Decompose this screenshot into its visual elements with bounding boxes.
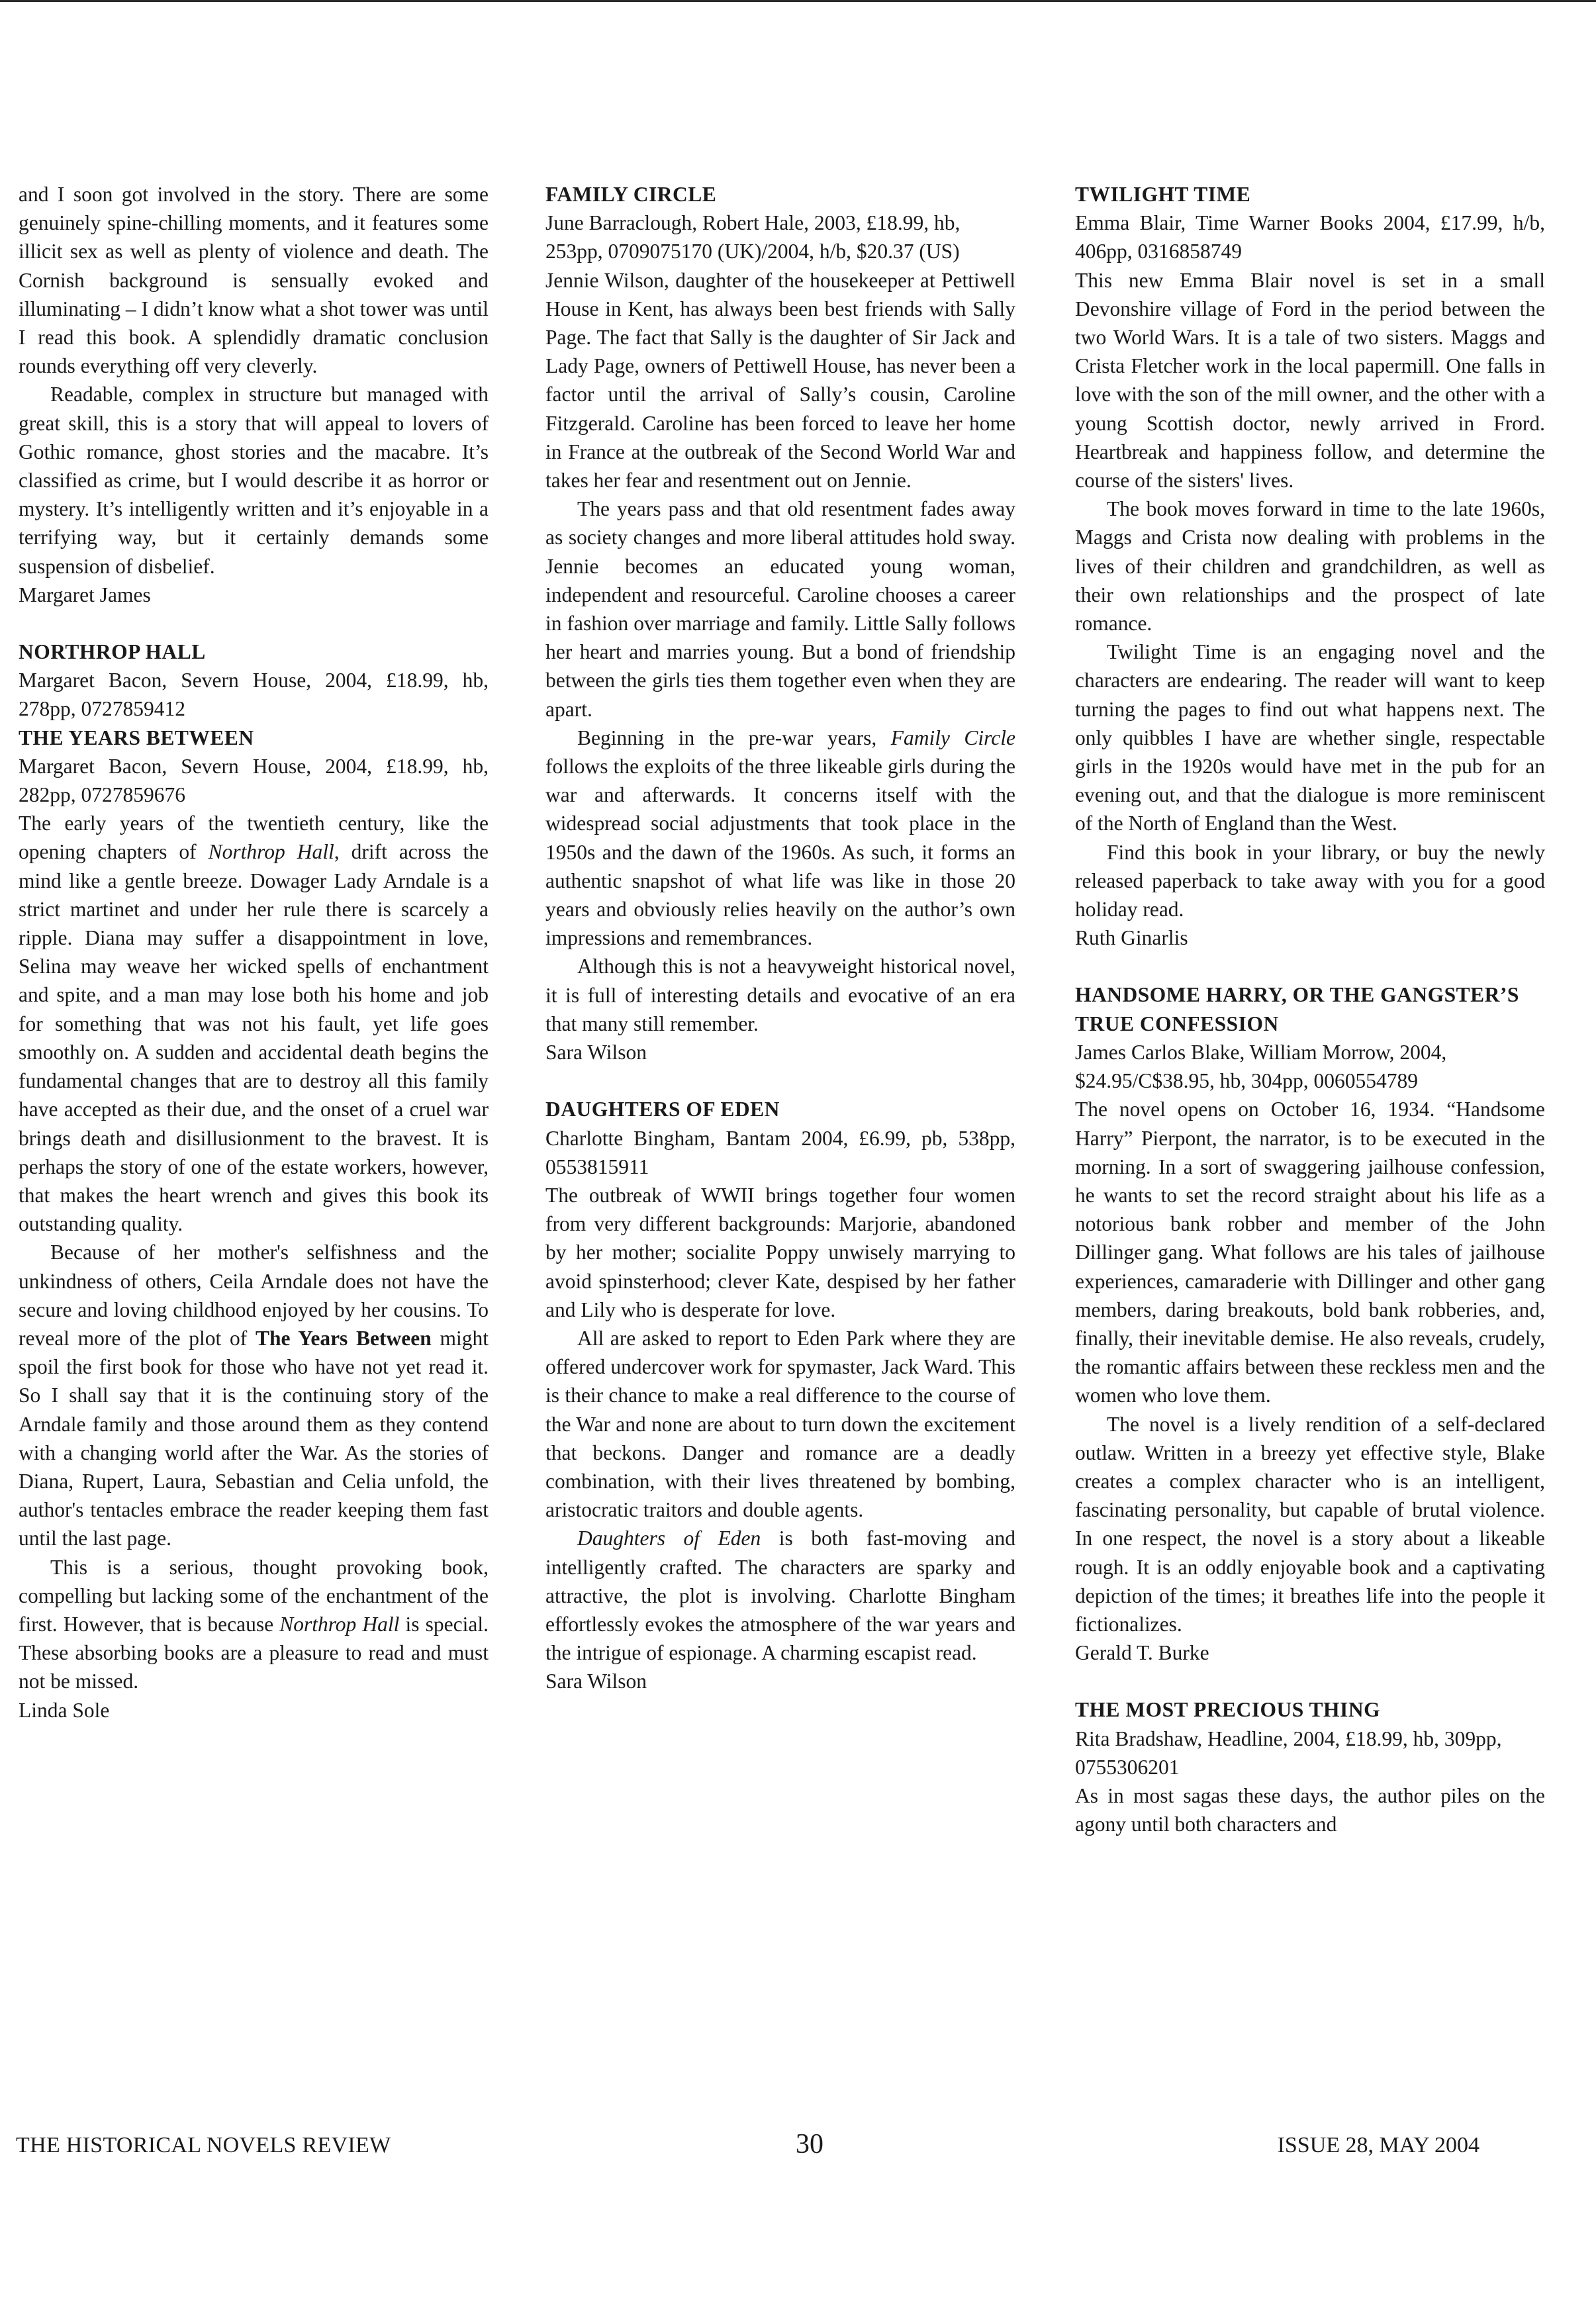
- column-2: [545, 180, 1015, 1696]
- review-paragraph: Because of her mother's selfishness and the unkindness of others, Ceila Arndale does not have the secure and loving childhood enjoyed by her cousins. To reveal more of the plot of The Years Between might spoil the first book for those who have not yet read it. So I shall say that it is the continuing story of the Arndale family and those around them as they contend with a changing world after the War. As the stories of Diana, Rupert, Laura, Sebastian and Celia unfold, the author's tentacles embrace the reader keeping them fast until the last page.: [19, 1241, 489, 1550]
- review-paragraph: The early years of the twentieth century, like the opening chapters of Northrop Hall, drift across the mind like a gentle breeze. Dowager Lady Arndale is a strict martinet and under her rule there is scarcely a ripple. Diana may suffer a disappointment in love, Selina may weave her wicked spells of enchantment and spite, and a man may lose both his home and job for something that was not his fault, yet life goes smoothly on. A sudden and accidental death begins the fundamental changes that are to destroy all this family have accepted as their due, and the onset of a cruel war brings death and disillusionment to the bravest. It is perhaps the story of one of the estate workers, however, that makes the heart wrench and gives this book its outstanding quality.: [19, 812, 489, 1236]
- review-paragraph: Twilight Time is an engaging novel and the characters are endearing. The reader will want to keep turning the pages to find out what happens next. The only quibbles I have are whether single, respectable girls in the 1920s would have met in the pub for an evening out, and that the dialogue is more reminiscent of the North of England than the West.: [1075, 640, 1545, 835]
- review-paragraph: Although this is not a heavyweight historical novel, it is full of interesting details and evocative of an era that many still remember.: [545, 955, 1015, 1035]
- book-details: James Carlos Blake, William Morrow, 2004, $24.95/C$38.95, hb, 304pp, 0060554789: [1075, 1040, 1447, 1093]
- reviewer-name: Linda Sole: [19, 1698, 110, 1722]
- review-paragraph: Jennie Wilson, daughter of the housekeeper at Pettiwell House in Kent, has always been best friends with Sally Page. The fact that Sally is the daughter of Sir Jack and Lady Page, owners of Pettiwell House, has never been a factor until the arrival of Sally’s cousin, Caroline Fitzgerald. Caroline has been forced to leave her home in France at the outbreak of the Second World War and takes her fear and resentment out on Jennie.: [545, 268, 1015, 493]
- book-details: Emma Blair, Time Warner Books 2004, £17.99, h/b, 406pp, 0316858749: [1075, 211, 1545, 263]
- reviewer-name: Sara Wilson: [545, 1670, 647, 1693]
- column-3: [1075, 180, 1545, 1838]
- footer-issue: ISSUE 28, MAY 2004: [1277, 2133, 1479, 2157]
- book-details: June Barraclough, Robert Hale, 2003, £18.99, hb, 253pp, 0709075170 (UK)/2004, h/b, $20.37 (US): [545, 211, 961, 263]
- review-paragraph: and I soon got involved in the story. There are some genuinely spine-chilling moments, and it features some illicit sex as well as plenty of violence and death. The Cornish background is sensually evoked and illuminating – I didn’t know what a shot tower was until I read this book. A splendidly dramatic conclusion rounds everything off very cleverly.: [19, 183, 489, 378]
- top-rule: [0, 0, 1596, 2]
- review-paragraph: Daughters of Eden is both fast-moving and intelligently crafted. The characters are sparky and attractive, the plot is involving. Charlotte Bingham effortlessly evokes the atmosphere of the war years and the intrigue of espionage. A charming escapist read.: [545, 1527, 1015, 1665]
- review-paragraph: The novel opens on October 16, 1934. “Handsome Harry” Pierpont, the narrator, is to be executed in the morning. In a sort of swaggering jailhouse confession, he wants to set the record straight about his life as a notorious bank robber and member of the John Dillinger gang. What follows are his tales of jailhouse experiences, camaraderie with Dillinger and other gang members, daring breakouts, bold bank robberies, and, finally, their inevitable demise. He also reveals, crudely, the romantic affairs between these reckless men and the women who love them.: [1075, 1098, 1545, 1407]
- book-details: Margaret Bacon, Severn House, 2004, £18.99, hb, 278pp, 0727859412: [19, 669, 489, 721]
- book-details: Charlotte Bingham, Bantam 2004, £6.99, pb, 538pp, 0553815911: [545, 1126, 1015, 1178]
- reviewer-name: Sara Wilson: [545, 1041, 647, 1064]
- book-title: THE MOST PRECIOUS THING: [1075, 1698, 1381, 1722]
- book-title-italic: Northrop Hall: [279, 1612, 400, 1636]
- review-paragraph: The novel is a lively rendition of a self-declared outlaw. Written in a breezy yet effective style, Blake creates a complex character who is an intelligent, fascinating personality, but capable of brutal violence. In one respect, the novel is a story about a likeable rough. It is an oddly enjoyable book and a captivating depiction of the times; it breathes life into the people it fictionalizes.: [1075, 1412, 1545, 1636]
- book-title: TWILIGHT TIME: [1075, 183, 1251, 206]
- book-details: Rita Bradshaw, Headline, 2004, £18.99, hb, 309pp, 0755306201: [1075, 1726, 1502, 1779]
- review-paragraph: Readable, complex in structure but managed with great skill, this is a story that will appeal to lovers of Gothic romance, ghost stories and the macabre. It’s classified as crime, but I would describe it as horror or mystery. It’s intelligently written and it’s enjoyable in a terrifying way, but it certainly demands some suspension of disbelief.: [19, 383, 489, 578]
- book-title-italic: Family Circle: [890, 726, 1015, 749]
- review-paragraph: All are asked to report to Eden Park where they are offered undercover work for spymaster, Jack Ward. This is their chance to make a real difference to the course of the War and none are about to turn down the excitement that beckons. Danger and romance are a deadly combination, with their lives threatened by bombing, aristocratic traitors and double agents.: [545, 1326, 1015, 1522]
- review-paragraph: This is a serious, thought provoking book, compelling but lacking some of the enchantment of the first. However, that is because Northrop Hall is special. These absorbing books are a pleasure to read and must not be missed.: [19, 1555, 489, 1693]
- review-paragraph: The years pass and that old resentment fades away as society changes and more liberal attitudes hold sway. Jennie becomes an educated young woman, independent and resourceful. Caroline chooses a career in fashion over marriage and family. Little Sally follows her heart and marries young. But a bond of friendship between the girls ties them together even when they are apart.: [545, 497, 1015, 721]
- book-title-bold: The Years Between: [256, 1326, 432, 1350]
- review-paragraph: The book moves forward in time to the late 1960s, Maggs and Crista now dealing with problems in the lives of their children and grandchildren, as well as their own relationships and the prospect of late romance.: [1075, 497, 1545, 636]
- book-details: Margaret Bacon, Severn House, 2004, £18.99, hb, 282pp, 0727859676: [19, 754, 489, 807]
- review-paragraph: As in most sagas these days, the author piles on the agony until both characters and: [1075, 1783, 1545, 1836]
- book-title: FAMILY CIRCLE: [545, 183, 717, 206]
- reviewer-name: Margaret James: [19, 583, 151, 606]
- reviewer-name: Gerald T. Burke: [1075, 1641, 1209, 1665]
- book-title-italic: Northrop Hall: [208, 840, 334, 864]
- book-title: THE YEARS BETWEEN: [19, 726, 254, 749]
- review-paragraph: Find this book in your library, or buy the newly released paperback to take away with you for a good holiday read.: [1075, 840, 1545, 921]
- book-title: NORTHROP HALL: [19, 640, 206, 664]
- review-paragraph: This new Emma Blair novel is set in a small Devonshire village of Ford in the period between the two World Wars. It is a tale of two sisters. Maggs and Crista Fletcher work in the local papermill. One falls in love with the son of the mill owner, and the other with a young Scottish doctor, newly arrived in Frord. Heartbreak and happiness follow, and determine the course of the sisters' lives.: [1075, 268, 1545, 493]
- review-paragraph: Beginning in the pre-war years, Family Circle follows the exploits of the three likeable girls during the war and afterwards. It concerns itself with the widespread social adjustments that took place in the 1950s and the dawn of the 1960s. As such, it forms an authentic snapshot of what life was like in those 20 years and obviously relies heavily on the author’s own impressions and remembrances.: [545, 726, 1015, 950]
- column-1: [19, 180, 489, 1724]
- review-paragraph: The outbreak of WWII brings together four women from very different backgrounds: Marjorie, abandoned by her mother; socialite Poppy unwisely marrying to avoid spinsterhood; clever Kate, despised by her father and Lily who is desperate for love.: [545, 1183, 1015, 1321]
- footer-publication: THE HISTORICAL NOVELS REVIEW: [16, 2133, 391, 2157]
- book-title: HANDSOME HARRY, OR THE GANGSTER’S TRUE CONFESSION: [1075, 983, 1519, 1035]
- page-number: 30: [796, 2129, 823, 2159]
- book-title: DAUGHTERS OF EDEN: [545, 1098, 780, 1121]
- reviewer-name: Ruth Ginarlis: [1075, 926, 1188, 950]
- book-title-italic: Daughters of Eden: [577, 1527, 761, 1550]
